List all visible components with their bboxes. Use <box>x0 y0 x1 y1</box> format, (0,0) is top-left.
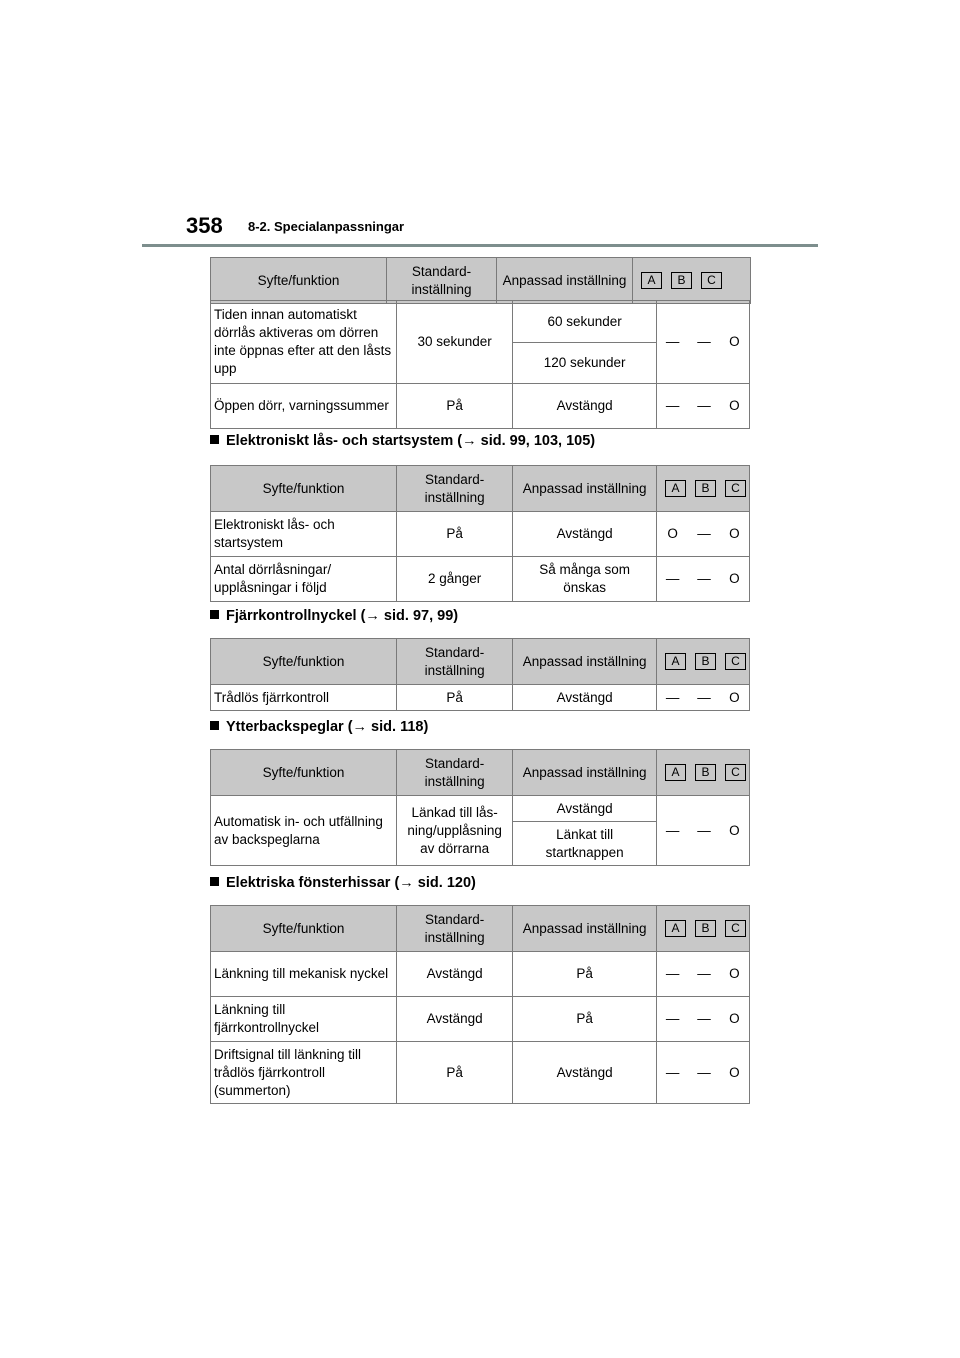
cell-purpose: Automatisk in- och utfällning av backspeglarna <box>211 796 397 866</box>
cell-a: — <box>656 557 688 602</box>
cell-custom: Avstängd <box>513 685 657 711</box>
cell-c: O <box>720 512 750 557</box>
arrow-icon: → <box>352 719 368 735</box>
cell-purpose: Elektroniskt lås- och startsystem <box>211 512 397 557</box>
abc-box-c: C <box>701 272 722 289</box>
cell-a: — <box>656 952 688 997</box>
section-title: 8-2. Specialanpassningar <box>248 219 405 234</box>
cell-custom: Avstängd <box>513 384 657 429</box>
abc-box-c: C <box>725 920 746 937</box>
arrow-icon: → <box>365 608 380 624</box>
header-divider <box>142 244 818 247</box>
cell-default: Länkad till lås-ning/upplåsning av dörrarna <box>397 796 513 866</box>
cell-b: — <box>688 796 720 866</box>
cell-default: Avstängd <box>397 997 513 1042</box>
abc-box-a: A <box>641 272 662 289</box>
cell-purpose: Trådlös fjärrkontroll <box>211 685 397 711</box>
table-row <box>211 796 750 822</box>
cell-a: — <box>656 796 688 866</box>
table-row <box>211 384 750 429</box>
cell-default: På <box>397 1042 513 1104</box>
cell-purpose: Länkning till mekanisk nyckel <box>211 952 397 997</box>
heading-ref: sid. 97, 99) <box>379 608 459 624</box>
col-custom: Anpassad inställning <box>513 639 657 685</box>
cell-c: O <box>720 1042 750 1104</box>
table-header-row <box>211 906 750 952</box>
cell-purpose: Tiden innan automatiskt dörrlås aktiveras om dörren inte öppnas efter att den låsts upp <box>211 301 397 384</box>
cell-a: — <box>656 301 688 384</box>
cell-c: O <box>720 796 750 866</box>
cell-c: O <box>720 685 750 711</box>
cell-a: O <box>656 512 688 557</box>
heading-ref: sid. 118) <box>367 719 429 735</box>
abc-box-c: C <box>725 764 746 781</box>
section-heading-mirrors <box>210 719 428 735</box>
col-default: Standard- inställning <box>397 906 513 952</box>
section-heading-windows <box>210 875 476 891</box>
arrow-icon: → <box>399 875 414 891</box>
col-purpose: Syfte/funktion <box>211 750 397 796</box>
cell-custom: På <box>513 952 657 997</box>
settings-table-door-lock <box>210 257 751 304</box>
cell-custom: Så många som önskas <box>513 557 657 602</box>
abc-box-b: B <box>695 920 716 937</box>
section-heading-keyless <box>210 433 595 449</box>
section-heading-remote <box>210 608 458 624</box>
settings-table-mirrors <box>210 749 750 866</box>
cell-custom: Avstängd <box>513 796 657 822</box>
table-row <box>211 952 750 997</box>
cell-purpose: Antal dörrlåsningar/ upplåsningar i följd <box>211 557 397 602</box>
col-abc <box>656 466 749 512</box>
abc-box-b: B <box>695 653 716 670</box>
settings-table-windows <box>210 905 750 1104</box>
table-header-row <box>211 258 751 304</box>
settings-table-remote <box>210 638 750 711</box>
table-header-row <box>211 750 750 796</box>
heading-ref: sid. 120) <box>413 875 476 891</box>
bullet-square-icon <box>210 435 219 444</box>
abc-box-a: A <box>665 480 686 497</box>
col-custom: Anpassad inställning <box>497 258 633 304</box>
cell-default: På <box>397 384 513 429</box>
cell-default: 2 gånger <box>397 557 513 602</box>
col-purpose: Syfte/funktion <box>211 258 387 304</box>
col-abc <box>633 258 751 304</box>
col-purpose: Syfte/funktion <box>211 639 397 685</box>
cell-custom: 120 sekunder <box>513 343 657 384</box>
heading-text: Elektroniskt lås- och startsystem ( <box>226 433 463 449</box>
cell-purpose: Länkning till fjärrkontrollnyckel <box>211 997 397 1042</box>
cell-c: O <box>720 557 750 602</box>
page-number: 358 <box>186 213 223 238</box>
cell-default: 30 sekunder <box>397 301 513 384</box>
cell-c: O <box>720 952 750 997</box>
cell-custom: Avstängd <box>513 1042 657 1104</box>
settings-table-door-lock-body <box>210 300 750 429</box>
cell-custom: Länkat till startknappen <box>513 822 657 866</box>
cell-custom: Avstängd <box>513 512 657 557</box>
table-header-row <box>211 639 750 685</box>
col-purpose: Syfte/funktion <box>211 906 397 952</box>
cell-b: — <box>688 1042 720 1104</box>
cell-c: O <box>720 384 750 429</box>
cell-default: På <box>397 512 513 557</box>
table-row <box>211 685 750 711</box>
cell-b: — <box>688 685 720 711</box>
col-default: Standard- inställning <box>397 466 513 512</box>
cell-c: O <box>720 301 750 384</box>
cell-a: — <box>656 1042 688 1104</box>
cell-b: — <box>688 384 720 429</box>
cell-b: — <box>688 997 720 1042</box>
col-abc <box>656 906 749 952</box>
col-purpose: Syfte/funktion <box>211 466 397 512</box>
col-default: Standard- inställning <box>397 750 513 796</box>
col-default: Standard- inställning <box>397 639 513 685</box>
cell-default: Avstängd <box>397 952 513 997</box>
heading-ref: sid. 99, 103, 105) <box>476 433 596 449</box>
abc-box-b: B <box>695 764 716 781</box>
heading-text: Elektriska fönsterhissar ( <box>226 875 400 891</box>
abc-box-a: A <box>665 920 686 937</box>
heading-text: Ytterbackspeglar ( <box>226 719 353 735</box>
cell-default: På <box>397 685 513 711</box>
cell-b: — <box>688 301 720 384</box>
col-custom: Anpassad inställning <box>513 750 657 796</box>
cell-custom: På <box>513 997 657 1042</box>
col-custom: Anpassad inställning <box>513 466 657 512</box>
cell-a: — <box>656 685 688 711</box>
bullet-square-icon <box>210 721 219 730</box>
arrow-icon: → <box>462 433 477 449</box>
abc-box-b: B <box>671 272 692 289</box>
table-row <box>211 557 750 602</box>
cell-b: — <box>688 512 720 557</box>
abc-box-c: C <box>725 653 746 670</box>
table-row <box>211 997 750 1042</box>
col-abc <box>656 750 749 796</box>
table-row <box>211 301 750 343</box>
cell-c: O <box>720 997 750 1042</box>
bullet-square-icon <box>210 610 219 619</box>
cell-purpose: Öppen dörr, varningssummer <box>211 384 397 429</box>
cell-a: — <box>656 997 688 1042</box>
abc-box-c: C <box>725 480 746 497</box>
bullet-square-icon <box>210 877 219 886</box>
settings-table-keyless <box>210 465 750 602</box>
table-row <box>211 1042 750 1104</box>
cell-purpose: Driftsignal till länkning till trådlös fjärrkontroll (summerton) <box>211 1042 397 1104</box>
cell-custom: 60 sekunder <box>513 301 657 343</box>
table-row <box>211 512 750 557</box>
abc-box-a: A <box>665 653 686 670</box>
table-header-row <box>211 466 750 512</box>
col-custom: Anpassad inställning <box>513 906 657 952</box>
cell-b: — <box>688 952 720 997</box>
abc-box-a: A <box>665 764 686 781</box>
col-abc <box>656 639 749 685</box>
heading-text: Fjärrkontrollnyckel ( <box>226 608 366 624</box>
col-default: Standard- inställning <box>387 258 497 304</box>
abc-box-b: B <box>695 480 716 497</box>
cell-a: — <box>656 384 688 429</box>
cell-b: — <box>688 557 720 602</box>
